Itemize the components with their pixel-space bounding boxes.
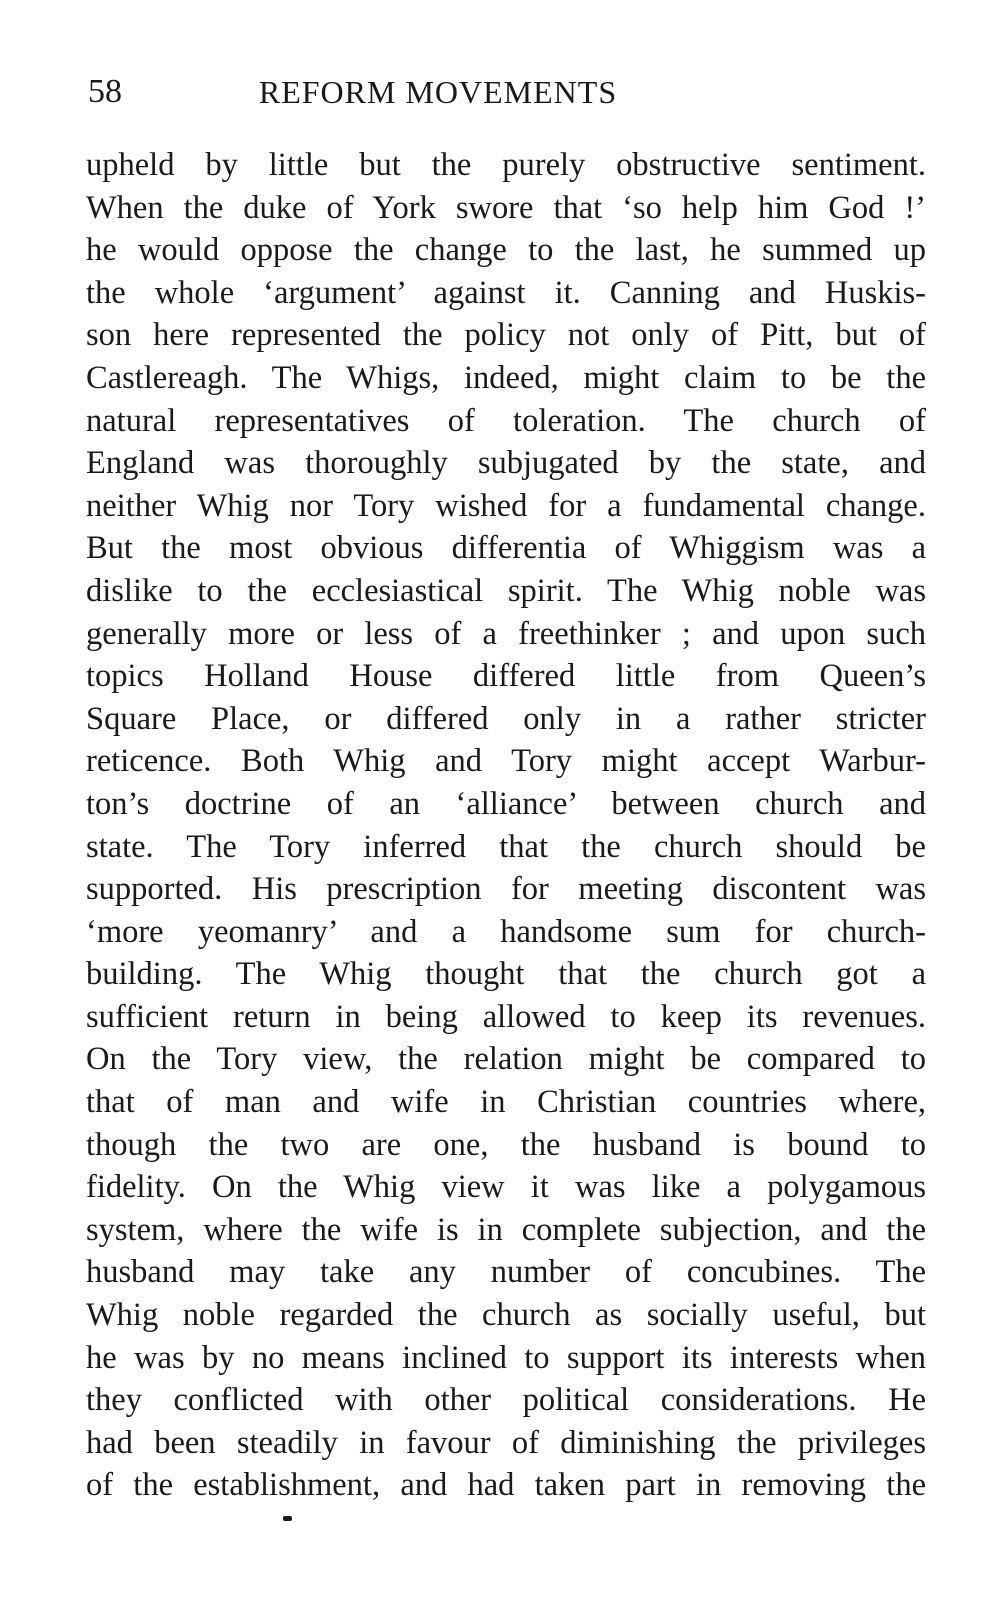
printer-mark — [283, 1516, 292, 1521]
text-line: building. The Whig thought that the church got a — [86, 956, 926, 993]
text-line: sufficient return in being allowed to keep its revenues. — [86, 998, 926, 1035]
text-line: ‘more yeomanry’ and a handsome sum for church- — [86, 913, 926, 950]
page-number: 58 — [88, 73, 122, 110]
text-line: natural representatives of toleration. The church of — [86, 402, 926, 439]
text-line: he was by no means inclined to support its interests when — [86, 1339, 926, 1376]
text-line: upheld by little but the purely obstructive sentiment. — [86, 147, 926, 183]
text-line: he would oppose the change to the last, he summed up — [86, 232, 926, 269]
text-line: Whig noble regarded the church as socially useful, but — [86, 1297, 926, 1334]
body-text — [86, 144, 926, 1507]
text-line: ton’s doctrine of an ‘alliance’ between church and — [86, 785, 926, 822]
text-line: they conflicted with other political considerations. He — [86, 1382, 926, 1419]
text-line: Castlereagh. The Whigs, indeed, might claim to be the — [86, 359, 926, 396]
text-line: state. The Tory inferred that the church should be — [86, 828, 926, 865]
text-line: the whole ‘argument’ against it. Canning and Huskis- — [86, 274, 926, 311]
text-line: But the most obvious differentia of Whiggism was a — [86, 530, 926, 567]
text-line: dislike to the ecclesiastical spirit. The Whig noble was — [86, 572, 926, 609]
text-line: system, where the wife is in complete subjection, and the — [86, 1211, 926, 1248]
running-title: REFORM MOVEMENTS — [258, 74, 618, 110]
text-line: When the duke of York swore that ‘so help him God !’ — [86, 189, 926, 226]
text-line: husband may take any number of concubines. The — [86, 1254, 926, 1291]
text-line: reticence. Both Whig and Tory might accept Warbur- — [86, 743, 926, 780]
running-head — [88, 70, 918, 114]
text-line: England was thoroughly subjugated by the state, and — [86, 445, 926, 482]
text-line: topics Holland House differed little from Queen’s — [86, 658, 926, 695]
text-line: son here represented the policy not only of Pitt, but of — [86, 317, 926, 354]
text-line: that of man and wife in Christian countries where, — [86, 1084, 926, 1121]
text-line: supported. His prescription for meeting discontent was — [86, 871, 926, 908]
text-line: neither Whig nor Tory wished for a fundamental change. — [86, 487, 926, 524]
text-line: had been steadily in favour of diminishing the privileges — [86, 1424, 926, 1461]
text-line: fidelity. On the Whig view it was like a polygamous — [86, 1169, 926, 1206]
text-line: though the two are one, the husband is bound to — [86, 1126, 926, 1163]
text-line: generally more or less of a freethinker ; and upon such — [86, 615, 926, 652]
text-line: of the establishment, and had taken part in removing the — [86, 1467, 926, 1504]
text-line: Square Place, or differed only in a rather stricter — [86, 700, 926, 737]
text-line: On the Tory view, the relation might be compared to — [86, 1041, 926, 1078]
